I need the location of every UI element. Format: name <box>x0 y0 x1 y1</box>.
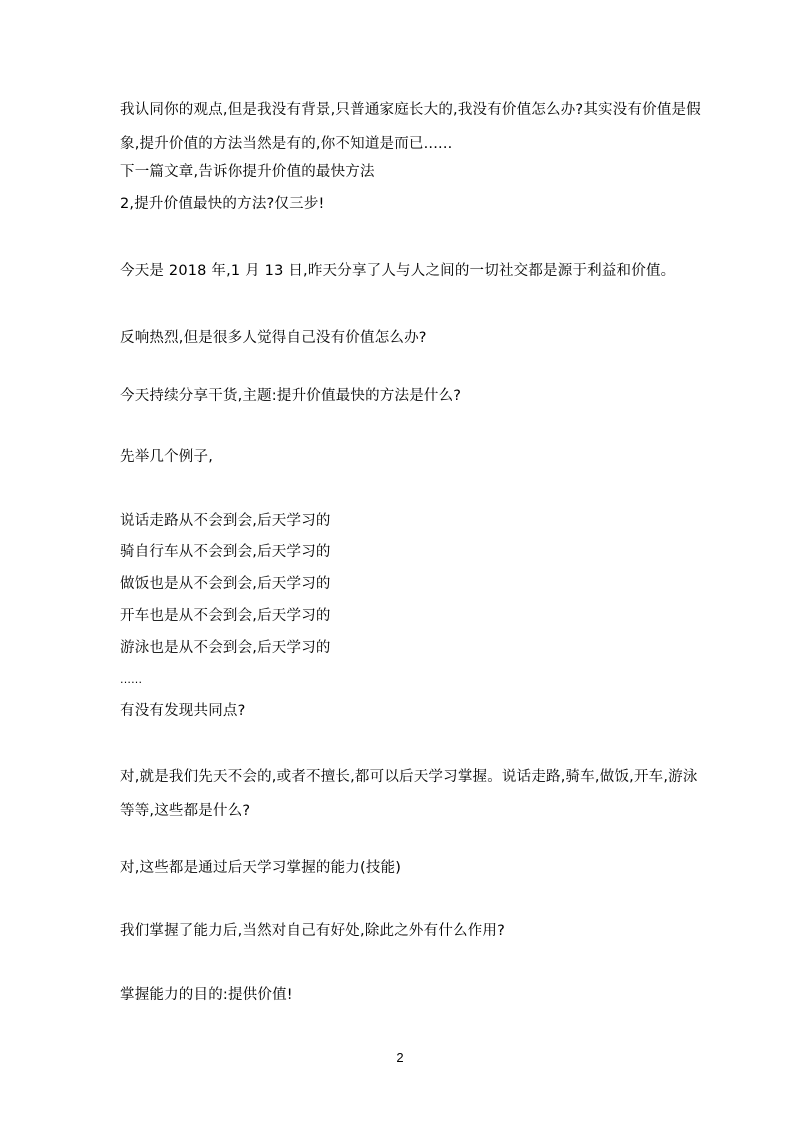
ellipsis: ...... <box>120 673 143 686</box>
paragraph-12: 掌握能力的目的:提供价值! <box>120 987 293 1003</box>
paragraph-2: 下一篇文章,告诉你提升价值的最快方法 <box>120 164 375 180</box>
list-item-5: 游泳也是从不会到会,后天学习的 <box>120 640 331 656</box>
paragraph-8: 有没有发现共同点? <box>120 703 246 719</box>
paragraph-5: 反响热烈,但是很多人觉得自己没有价值怎么办? <box>120 330 427 346</box>
paragraph-7: 先举几个例子, <box>120 449 214 465</box>
page-number: 2 <box>396 1050 404 1065</box>
paragraph-4: 今天是 2018 年,1 月 13 日,昨天分享了人与人之间的一切社交都是源于利益和价值。 <box>120 263 676 279</box>
list-item-2: 骑自行车从不会到会,后天学习的 <box>120 544 331 560</box>
list-item-3: 做饭也是从不会到会,后天学习的 <box>120 576 331 592</box>
list-item-4: 开车也是从不会到会,后天学习的 <box>120 608 331 624</box>
paragraph-10: 对,这些都是通过后天学习掌握的能力(技能) <box>120 860 402 876</box>
paragraph-11: 我们掌握了能力后,当然对自己有好处,除此之外有什么作用? <box>120 923 506 939</box>
paragraph-1: 我认同你的观点,但是我没有背景,只普通家庭长大的,我没有价值怎么办?其实没有价值是假象,提升价值的方法当然是有的,你不知道是而已...... <box>120 102 701 152</box>
paragraph-9: 对,就是我们先天不会的,或者不擅长,都可以后天学习掌握。说话走路,骑车,做饭,开车,游泳等等,这些都是什么? <box>120 769 698 819</box>
list-item-1: 说话走路从不会到会,后天学习的 <box>120 513 331 529</box>
paragraph-6: 今天持续分享干货,主题:提升价值最快的方法是什么? <box>120 388 462 404</box>
paragraph-3: 2,提升价值最快的方法?仅三步! <box>120 196 325 212</box>
